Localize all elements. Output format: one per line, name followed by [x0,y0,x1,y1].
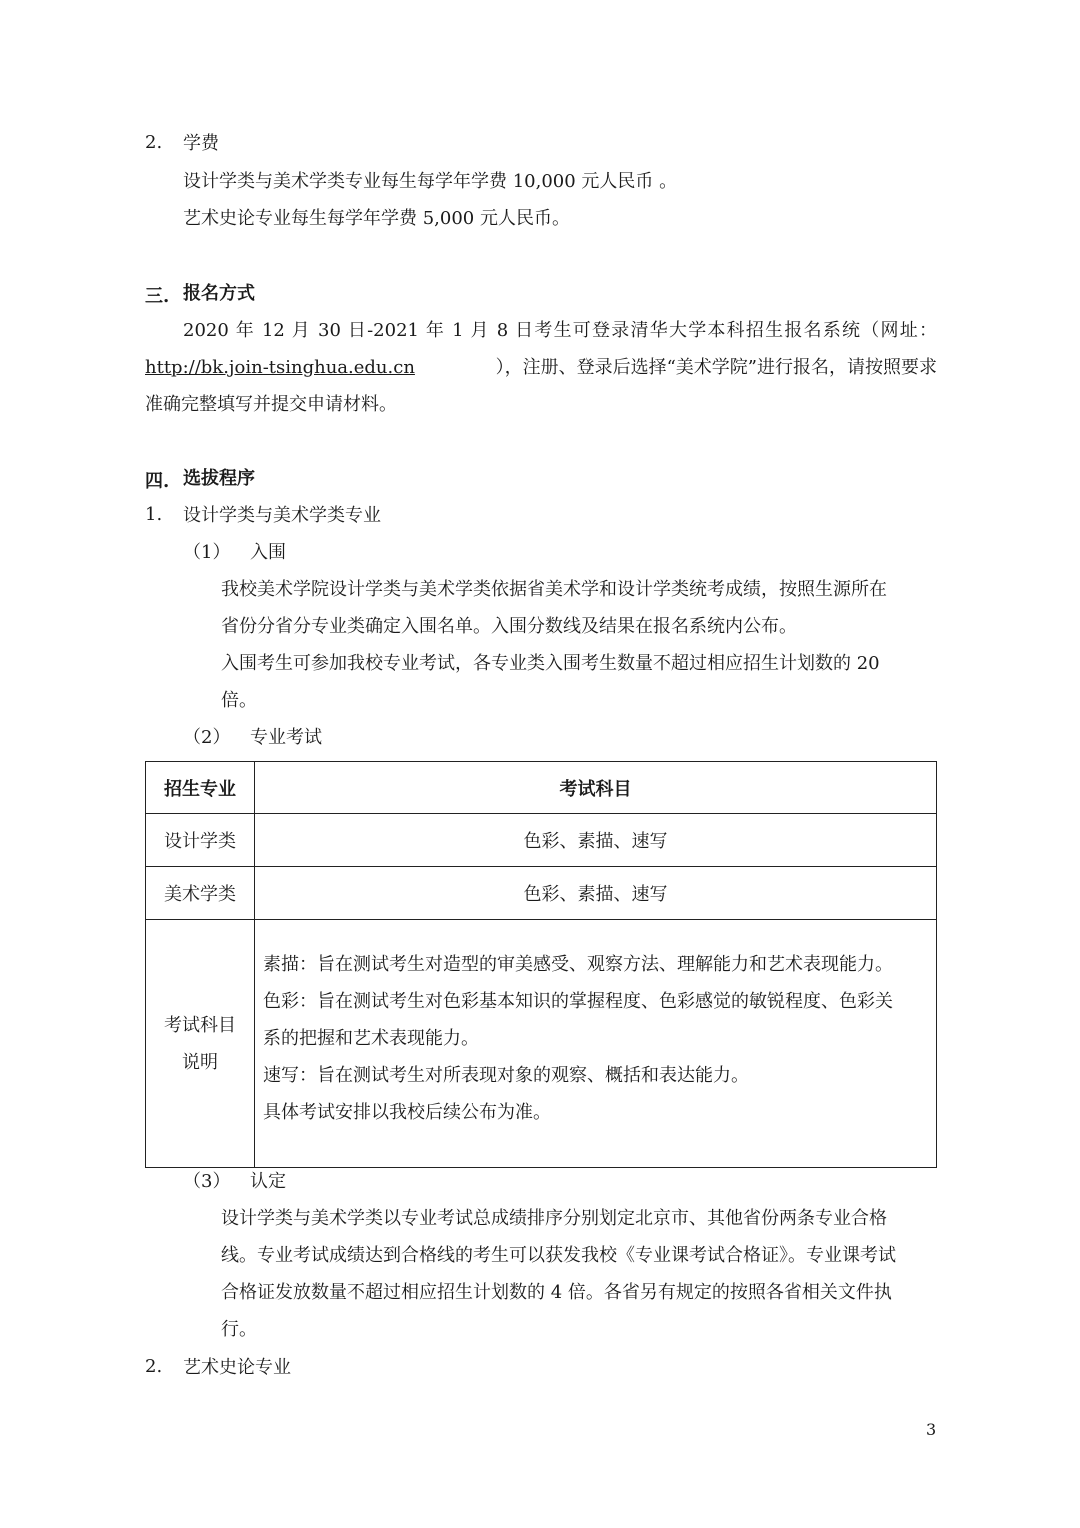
section3-line-2-rest: ），注册、登录后选择“美术学院”进行报名，请按照要求 [495,357,937,378]
section3-number: 三. [145,286,170,307]
table-cell-subjects: 色彩、素描、速写 [255,867,937,920]
table-cell-major: 美术学类 [146,867,255,920]
section3-line-3: 准确完整填写并提交申请材料。 [145,394,397,415]
table-row [146,867,937,920]
sub1-line-2: 省份分省分专业类确定入围名单。入围分数线及结果在报名系统内公布。 [221,616,797,637]
item1-title: 设计学类与美术学类专业 [183,505,381,526]
description-line: 素描：旨在测试考生对造型的审美感受、观察方法、理解能力和艺术表现能力。 [263,954,893,975]
registration-url-link[interactable]: http://bk.join-tsinghua.edu.cn [145,357,415,378]
description-label-line-1: 考试科目 [164,1014,236,1036]
sub1-line-3: 入围考生可参加我校专业考试，各专业类入围考生数量不超过相应招生计划数的 20 [221,653,880,674]
sub2-title: 专业考试 [250,727,322,748]
description-label-line-2: 说明 [182,1051,218,1073]
sub1-number: （1） [183,542,231,563]
description-line: 系的把握和艺术表现能力。 [263,1028,479,1049]
sub3-number: （3） [183,1171,231,1192]
tuition-line-1: 设计学类与美术学类专业每生每学年学费 10,000 元人民币 。 [183,171,678,192]
table-description-label [146,920,255,1168]
table-header-subjects: 考试科目 [255,762,937,814]
sub1-line-4: 倍。 [221,690,257,711]
section3-line-1: 2020 年 12 月 30 日-2021 年 1 月 8 日考生可登录清华大学本科招生报名系统（网址： [183,320,937,341]
sub2-number: （2） [183,727,231,748]
tuition-number: 2. [145,132,163,153]
section4-number: 四. [145,471,170,492]
sub3-line-2: 线。专业考试成绩达到合格线的考生可以获发我校《专业课考试合格证》。专业课考试 [221,1245,896,1266]
description-line: 具体考试安排以我校后续公布为准。 [263,1102,551,1123]
table-cell-subjects: 色彩、素描、速写 [255,814,937,867]
table-description-content [255,920,937,1168]
sub3-title: 认定 [250,1171,286,1192]
section3-heading: 报名方式 [183,283,255,304]
section3-line-2 [145,356,937,380]
item1-number: 1. [145,504,163,525]
sub3-line-3: 合格证发放数量不超过相应招生计划数的 4 倍。各省另有规定的按照各省相关文件执 [221,1282,892,1303]
sub1-title: 入围 [250,542,286,563]
table-description-row [146,920,937,1168]
table-row [146,814,937,867]
sub3-line-1: 设计学类与美术学类以专业考试总成绩排序分别划定北京市、其他省份两条专业合格 [221,1208,887,1229]
page-number: 3 [926,1420,937,1439]
item2-number: 2. [145,1356,163,1377]
description-line: 色彩：旨在测试考生对色彩基本知识的掌握程度、色彩感觉的敏锐程度、色彩关 [263,991,893,1012]
tuition-line-2: 艺术史论专业每生每学年学费 5,000 元人民币。 [183,208,570,229]
tuition-heading: 学费 [183,133,219,154]
sub1-line-1: 我校美术学院设计学类与美术学类依据省美术学和设计学类统考成绩，按照生源所在 [221,579,887,600]
section4-heading: 选拔程序 [183,468,255,489]
table-header-row [146,762,937,814]
exam-subjects-table [145,761,937,1168]
description-line: 速写：旨在测试考生对所表现对象的观察、概括和表达能力。 [263,1065,749,1086]
table-header-major: 招生专业 [146,762,255,814]
sub3-line-4: 行。 [221,1319,257,1340]
item2-title: 艺术史论专业 [183,1357,291,1378]
table-cell-major: 设计学类 [146,814,255,867]
